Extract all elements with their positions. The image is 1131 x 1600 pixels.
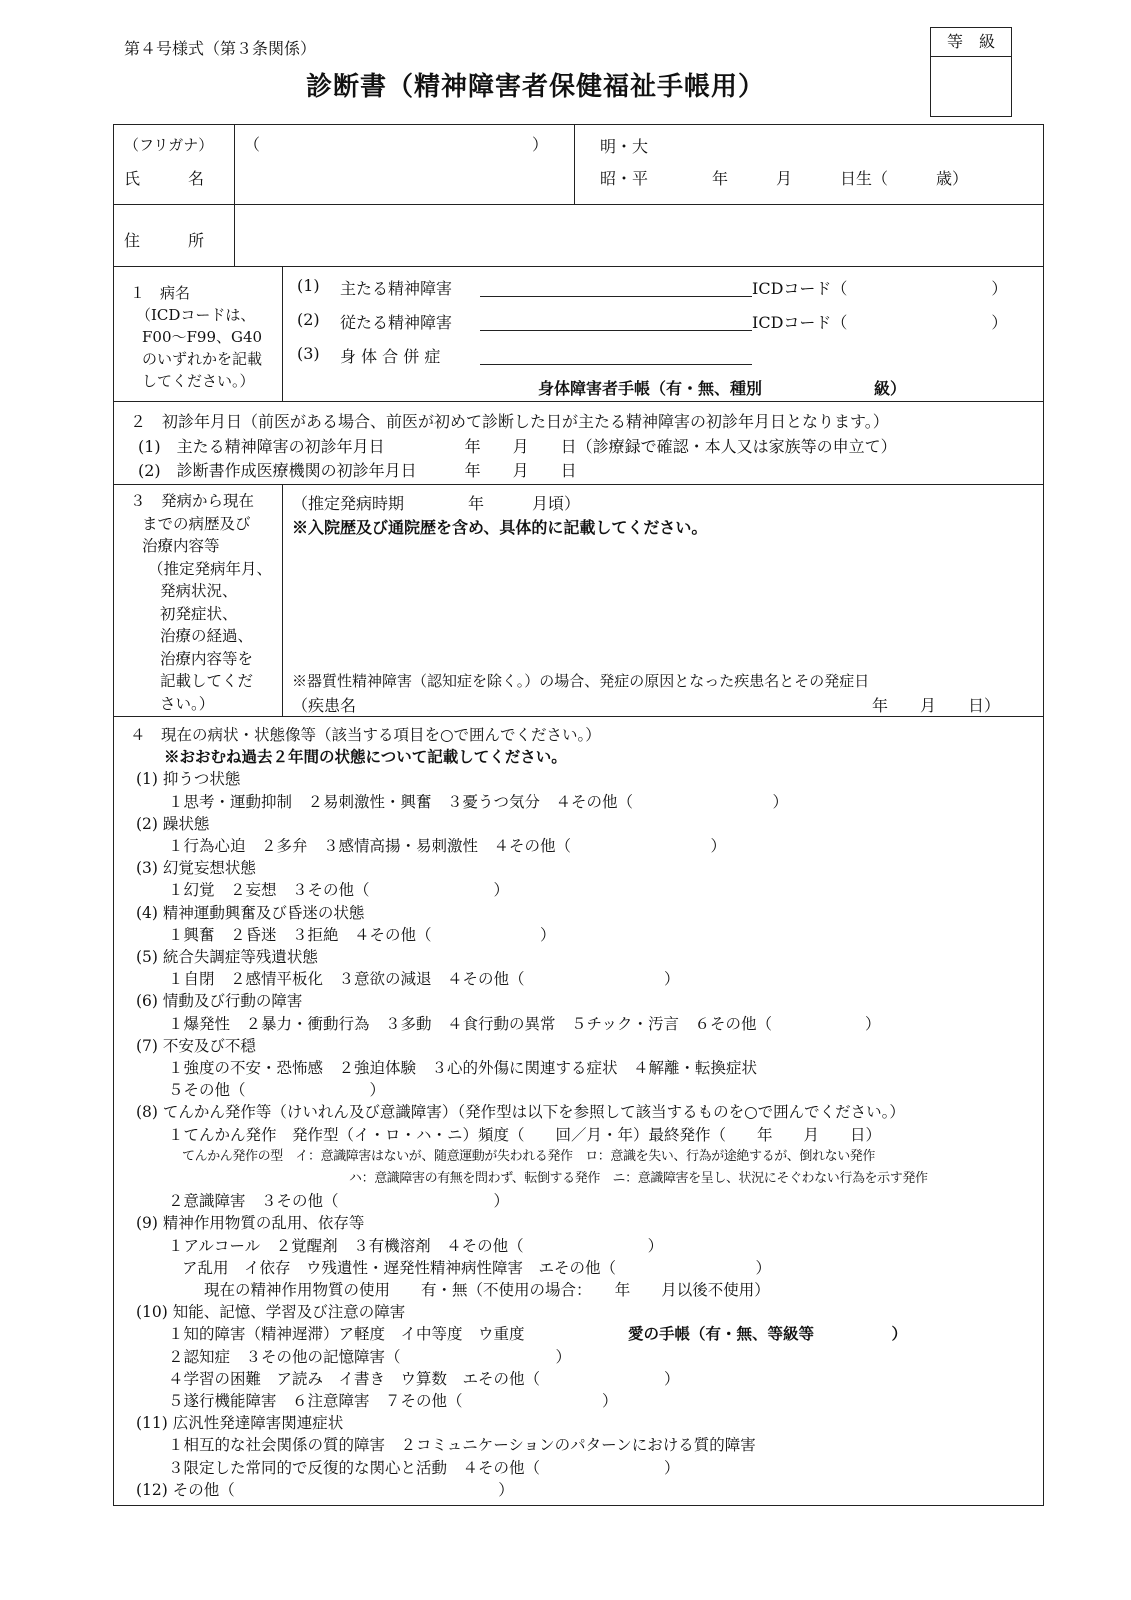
- symptom-options: ※おおむね過去２年間の状態について記載してください。: [164, 747, 567, 767]
- section2-row-1[interactable]: (1) 主たる精神障害の初診年月日 年 月 日（診療録で確認・本人又は家族等の申立て）: [138, 437, 897, 456]
- symptom-options[interactable]: １アルコール ２覚醒剤 ３有機溶剤 ４その他（ ）: [168, 1236, 664, 1255]
- diag-input-2[interactable]: [480, 330, 752, 331]
- symptom-options[interactable]: １思考・運動抑制 ２易刺激性・興奮 ３憂うつ気分 ４その他（ ）: [168, 792, 789, 811]
- section3-label-line: 発病状況、: [160, 582, 238, 600]
- history-text-area[interactable]: [290, 540, 1038, 664]
- ai-no-techo-field[interactable]: 愛の手帳（有・無、等級等 ）: [628, 1324, 908, 1344]
- symptom-category: (7) 不安及び不穏: [136, 1036, 256, 1055]
- diag-label-3: 身 体 合 併 症: [340, 347, 441, 366]
- section3-label-line: 治療内容等を: [160, 649, 254, 668]
- symptom-options[interactable]: ハ：意識障害の有無を問わず、転倒する発作 ニ：意識障害を呈し、状況にそぐわない行為を示す発作: [349, 1171, 928, 1186]
- diag-num-2: (2): [297, 310, 320, 329]
- symptom-options[interactable]: ４学習の困難 ア読み イ書き ウ算数 エその他（ ）: [168, 1369, 680, 1388]
- disease-onset-date-field[interactable]: 年 月 日）: [872, 696, 1001, 715]
- symptom-category: (3) 幻覚妄想状態: [136, 859, 256, 878]
- symptom-category: (9) 精神作用物質の乱用、依存等: [136, 1214, 365, 1233]
- icd-code-2[interactable]: ICDコード（ ）: [752, 313, 1008, 332]
- symptom-category: (5) 統合失調症等残遺状態: [136, 948, 318, 966]
- symptom-options[interactable]: ３限定した常同的で反復的な関心と活動 ４その他（ ）: [168, 1458, 680, 1477]
- symptom-category: (6) 情動及び行動の障害: [136, 992, 303, 1011]
- grade-value-field[interactable]: [931, 57, 1011, 115]
- physical-handbook-field[interactable]: 身体障害者手帳（有・無、種別 級）: [538, 379, 907, 398]
- birthdate-field[interactable]: 年 月 日生（ 歳）: [712, 169, 969, 188]
- diag-label-1: 主たる精神障害: [340, 279, 453, 298]
- address-label: 住 所: [124, 231, 205, 250]
- furigana-open-paren: （: [244, 135, 261, 154]
- form-number: 第４号様式（第３条関係）: [124, 39, 317, 58]
- diag-num-3: (3): [297, 344, 320, 363]
- name-field[interactable]: [240, 158, 570, 198]
- onset-period-field[interactable]: （推定発病時期 年 月頃）: [292, 494, 581, 513]
- diag-input-1[interactable]: [480, 296, 752, 297]
- symptom-options[interactable]: ２意識障害 ３その他（ ）: [168, 1192, 510, 1211]
- diag-num-1: (1): [297, 276, 320, 295]
- symptom-options[interactable]: １興奮 ２昏迷 ３拒絶 ４その他（ ）: [168, 925, 556, 944]
- furigana-field[interactable]: [240, 130, 570, 156]
- section3-label-line: 記載してくだ: [160, 672, 254, 690]
- section3-label-line: 初発症状、: [160, 604, 238, 623]
- name-label: 氏 名: [124, 169, 205, 188]
- symptom-options[interactable]: てんかん発作の型 イ：意識障害はないが、随意運動が失われる発作 ロ：意識を失い、行為が途絶するが、倒れない発作: [182, 1148, 876, 1164]
- section3-label-line: ３ 発病から現在: [130, 492, 255, 510]
- section3-label-line: 治療の経過、: [160, 627, 254, 645]
- symptom-category: (1) 抑うつ状態: [136, 770, 241, 789]
- section1-label-line: １ 病名: [130, 284, 191, 302]
- section1-label-line: のいずれかを記載: [142, 350, 263, 368]
- symptom-category: (8) てんかん発作等（けいれん及び意識障害）（発作型は以下を参照して該当するものを○で囲んでください。）: [136, 1103, 905, 1122]
- symptom-options[interactable]: １幻覚 ２妄想 ３その他（ ）: [168, 881, 510, 900]
- section2-row-2[interactable]: (2) 診断書作成医療機関の初診年月日 年 月 日: [138, 461, 577, 480]
- furigana-close-paren: ）: [532, 135, 549, 154]
- symptom-category: (12) その他（ ）: [136, 1480, 514, 1499]
- icd-code-1[interactable]: ICDコード（ ）: [752, 279, 1008, 298]
- symptom-options[interactable]: ２認知症 ３その他の記憶障害（ ）: [168, 1347, 572, 1366]
- section1-label-line: F00～F99、G40: [142, 328, 263, 346]
- symptom-category: (10) 知能、記憶、学習及び注意の障害: [136, 1303, 406, 1322]
- section3-label-line: までの病歴及び: [142, 514, 251, 533]
- symptom-options[interactable]: １てんかん発作 発作型（イ・ロ・ハ・ニ）頻度（ 回／月・年）最終発作（ 年 月 日）: [168, 1125, 882, 1144]
- organic-disorder-note: ※器質性精神障害（認知症を除く。）の場合、発症の原因となった疾患名とその発症日: [292, 672, 870, 690]
- disease-name-field[interactable]: （疾患名: [292, 696, 357, 715]
- section1-label-line: （ICDコードは、: [136, 306, 256, 324]
- section1-label: [124, 282, 262, 392]
- symptom-options[interactable]: 現在の精神作用物質の使用 有・無（不使用の場合： 年 月以後不使用）: [204, 1281, 770, 1299]
- address-field[interactable]: [240, 210, 1038, 262]
- section3-label-line: さい。）: [160, 694, 215, 713]
- history-instruction: ※入院歴及び通院歴を含め、具体的に記載してください。: [292, 518, 708, 537]
- diag-label-2: 従たる精神障害: [340, 313, 453, 332]
- grade-box: [930, 27, 1012, 117]
- symptom-category: (2) 躁状態: [136, 814, 210, 833]
- symptom-options[interactable]: ５その他（ ）: [168, 1081, 386, 1100]
- symptom-options[interactable]: １爆発性 ２暴力・衝動行為 ３多動 ４食行動の異常 ５チック・汚言 ６その他（ ）: [168, 1014, 881, 1033]
- symptom-options[interactable]: ア乱用 イ依存 ウ残遺性・遅発性精神病性障害 エその他（ ）: [182, 1258, 772, 1277]
- grade-label: 等 級: [931, 28, 1011, 57]
- page-title: 診断書（精神障害者保健福祉手帳用）: [306, 72, 766, 102]
- symptom-options[interactable]: １行為心迫 ２多弁 ３感情高揚・易刺激性 ４その他（ ）: [168, 837, 727, 855]
- section1-label-line: してください。）: [142, 372, 255, 390]
- symptom-options[interactable]: １自閉 ２感情平板化 ３意欲の減退 ４その他（ ）: [168, 970, 680, 989]
- section2-heading: ２ 初診年月日（前医がある場合、前医が初めて診断した日が主たる精神障害の初診年月日となります。）: [130, 412, 889, 431]
- diag-input-3[interactable]: [480, 364, 752, 365]
- furigana-label: （フリガナ）: [124, 136, 214, 154]
- section4-heading: ４ 現在の病状・状態像等（該当する項目を○で囲んでください。）: [130, 726, 601, 744]
- symptom-options[interactable]: １知的障害（精神遅滞）ア軽度 イ中等度 ウ重度: [168, 1325, 525, 1344]
- section3-label: [124, 490, 272, 715]
- section3-label-line: 治療内容等: [142, 537, 220, 555]
- era-label-2: 昭・平: [600, 169, 649, 188]
- era-label-1: 明・大: [600, 137, 649, 156]
- symptom-options[interactable]: １強度の不安・恐怖感 ２強迫体験 ３心的外傷に関連する症状 ４解離・転換症状: [168, 1059, 758, 1077]
- symptom-category: (11) 広汎性発達障害関連症状: [136, 1414, 344, 1433]
- section3-label-line: （推定発病年月、: [148, 559, 273, 578]
- symptom-category: (4) 精神運動興奮及び昏迷の状態: [136, 903, 365, 922]
- symptom-options[interactable]: １相互的な社会関係の質的障害 ２コミュニケーションのパターンにおける質的障害: [168, 1436, 756, 1455]
- symptom-options[interactable]: ５遂行機能障害 ６注意障害 ７その他（ ）: [168, 1392, 618, 1410]
